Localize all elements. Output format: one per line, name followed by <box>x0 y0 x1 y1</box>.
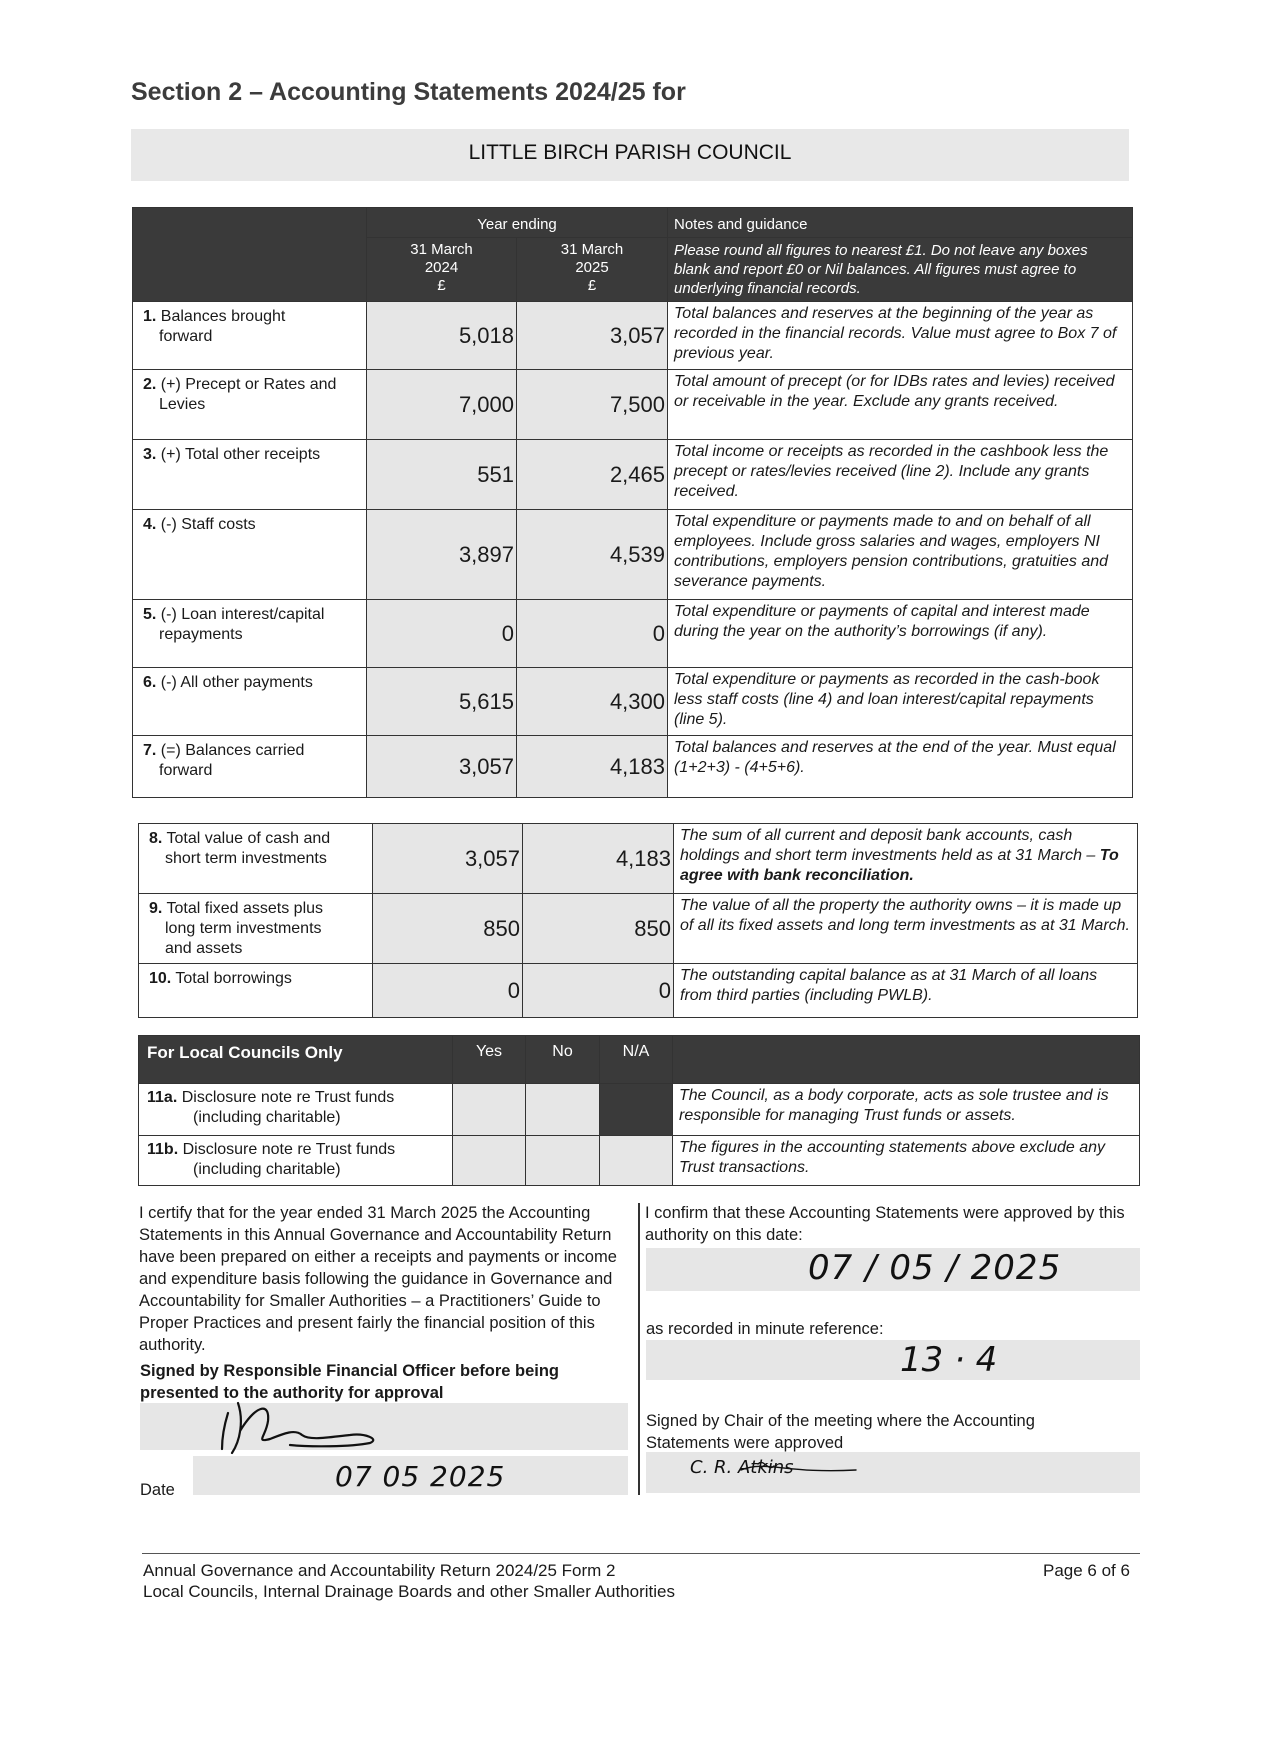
table-row <box>133 668 1133 736</box>
guidance-text: Please round all figures to nearest £1. Do not leave any boxes blank and report £0 or Nil balances. All figures must agree to underlying financial records. <box>668 238 1133 302</box>
footer-subtitle: Local Councils, Internal Drainage Boards and other Smaller Authorities <box>143 1582 676 1601</box>
header-blank-cell <box>133 208 367 302</box>
row-label: 7. (=) Balances carried forward <box>133 736 367 798</box>
yes-checkbox[interactable] <box>453 1084 526 1136</box>
row-note: Total expenditure or payments of capital and interest made during the year on the authority’s borrowings (if any). <box>668 600 1133 668</box>
table-row <box>133 600 1133 668</box>
table-row <box>133 302 1133 370</box>
table-row <box>139 894 1138 964</box>
row-label: 1. Balances brought forward <box>133 302 367 370</box>
table-row <box>139 964 1138 1018</box>
row-note: Total balances and reserves at the beginning of the year as recorded in the financial records. Value must agree to Box 7 of previous year. <box>668 302 1133 370</box>
row-note: The value of all the property the authority owns – it is made up of all its fixed assets and long term investments as at 31 March. <box>674 894 1138 964</box>
yes-checkbox[interactable] <box>453 1136 526 1186</box>
row-note: The Council, as a body corporate, acts as sole trustee and is responsible for managing Trust funds or assets. <box>673 1084 1140 1136</box>
row-label: 9. Total fixed assets plus long term investments and assets <box>139 894 373 964</box>
handwritten-date: 07 05 2025 <box>335 1460 506 1493</box>
value-2025: 4,539 <box>517 510 668 600</box>
yes-column-header: Yes <box>453 1036 526 1084</box>
accounting-statements-table <box>132 207 1133 798</box>
date-label: Date <box>140 1481 175 1499</box>
row-label: 6. (-) All other payments <box>133 668 367 736</box>
value-2024: 5,615 <box>367 668 517 736</box>
council-name-box <box>131 129 1129 181</box>
na-shaded-cell <box>600 1084 673 1136</box>
handwritten-minute-reference: 13 · 4 <box>900 1340 998 1380</box>
local-councils-table <box>138 1035 1140 1186</box>
no-checkbox[interactable] <box>526 1084 600 1136</box>
row-note: Total income or receipts as recorded in the cashbook less the precept or rates/levies received (line 2). Include any grants received. <box>668 440 1133 510</box>
handwritten-approval-date: 07 / 05 / 2025 <box>808 1248 1062 1288</box>
table-row <box>139 1136 1140 1186</box>
notes-blank-header <box>673 1036 1140 1084</box>
value-2024: 7,000 <box>367 370 517 440</box>
value-2024: 551 <box>367 440 517 510</box>
row-label: 2. (+) Precept or Rates and Levies <box>133 370 367 440</box>
row-note: Total expenditure or payments as recorded in the cash-book less staff costs (line 4) and loan interest/capital repayments (line 5). <box>668 668 1133 736</box>
table-row <box>133 370 1133 440</box>
local-councils-title: For Local Councils Only <box>139 1036 453 1084</box>
no-column-header: No <box>526 1036 600 1084</box>
year-ending-header: Year ending <box>367 208 668 238</box>
footer-form-title: Annual Governance and Accountability Return 2024/25 Form 2 <box>143 1561 616 1580</box>
row-note: Total balances and reserves at the end of the year. Must equal (1+2+3) - (4+5+6). <box>668 736 1133 798</box>
row-label: 11a. Disclosure note re Trust funds (including charitable) <box>139 1084 453 1136</box>
value-2025: 0 <box>523 964 674 1018</box>
col-2025-header: 31 March 2025 £ <box>517 238 668 302</box>
page-title: Section 2 – Accounting Statements 2024/25 for <box>131 78 686 106</box>
value-2025: 4,183 <box>523 824 674 894</box>
council-name: LITTLE BIRCH PARISH COUNCIL <box>468 141 792 164</box>
row-label: 4. (-) Staff costs <box>133 510 367 600</box>
row-note: Total expenditure or payments made to and on behalf of all employees. Include gross salaries and wages, employers NI contributions, employers pension contributions, gratuities and severance payments. <box>668 510 1133 600</box>
footer-divider <box>142 1553 1140 1554</box>
value-2025: 850 <box>523 894 674 964</box>
rfo-handwritten-signature <box>210 1391 698 1461</box>
value-2025: 0 <box>517 600 668 668</box>
value-2025: 3,057 <box>517 302 668 370</box>
row-label: 11b. Disclosure note re Trust funds (including charitable) <box>139 1136 453 1186</box>
value-2024: 0 <box>373 964 523 1018</box>
table-row <box>139 824 1138 894</box>
row-note: The figures in the accounting statements above exclude any Trust transactions. <box>673 1136 1140 1186</box>
page-number: Page 6 of 6 <box>1043 1561 1130 1580</box>
vertical-divider <box>638 1203 640 1495</box>
rfo-certification-text: I certify that for the year ended 31 March 2025 the Accounting Statements in this Annual Governance and Accountability Return have been prepared on either a receipts and payments or income and expenditure basis following the guidance in Governance and Accountability for Smaller Authorities – a Practitioners’ Guide to Proper Practices and present fairly the financial position of this authority. <box>139 1204 617 1354</box>
approval-confirmation-text: I confirm that these Accounting Statements were approved by this authority on this date: <box>645 1204 1125 1244</box>
value-2024: 3,057 <box>367 736 517 798</box>
col-2024-header: 31 March 2024 £ <box>367 238 517 302</box>
minute-reference-label: as recorded in minute reference: <box>646 1320 884 1338</box>
table-row <box>133 440 1133 510</box>
row-note: Total amount of precept (or for IDBs rates and levies) received or receivable in the year. Exclude any grants received. <box>668 370 1133 440</box>
row-label: 5. (-) Loan interest/capital repayments <box>133 600 367 668</box>
chair-signature-label: Signed by Chair of the meeting where the Accounting Statements were approved <box>646 1412 1035 1452</box>
table-row <box>133 736 1133 798</box>
rfo-signature-label: Signed by Responsible Financial Officer before being presented to the authority for approval <box>140 1362 559 1402</box>
value-2025: 7,500 <box>517 370 668 440</box>
row-label: 10. Total borrowings <box>139 964 373 1018</box>
na-checkbox[interactable] <box>600 1136 673 1186</box>
value-2024: 3,897 <box>367 510 517 600</box>
no-checkbox[interactable] <box>526 1136 600 1186</box>
value-2024: 5,018 <box>367 302 517 370</box>
row-label: 8. Total value of cash and short term investments <box>139 824 373 894</box>
value-2025: 4,300 <box>517 668 668 736</box>
row-note: The sum of all current and deposit bank accounts, cash holdings and short term investments held as at 31 March – To agree with bank reconciliation. <box>674 824 1138 894</box>
row-label: 3. (+) Total other receipts <box>133 440 367 510</box>
value-2025: 2,465 <box>517 440 668 510</box>
na-column-header: N/A <box>600 1036 673 1084</box>
row-note: The outstanding capital balance as at 31 March of all loans from third parties (including PWLB). <box>674 964 1138 1018</box>
value-2025: 4,183 <box>517 736 668 798</box>
value-2024: 850 <box>373 894 523 964</box>
value-2024: 0 <box>367 600 517 668</box>
balances-table <box>138 823 1138 1018</box>
minute-reference-field[interactable] <box>646 1340 1140 1380</box>
table-row <box>133 510 1133 600</box>
chair-signature-text: C. R. Atkins <box>690 1457 794 1478</box>
value-2024: 3,057 <box>373 824 523 894</box>
rfo-signature-field[interactable] <box>140 1403 628 1450</box>
notes-header: Notes and guidance <box>668 208 1133 238</box>
table-row <box>139 1084 1140 1136</box>
